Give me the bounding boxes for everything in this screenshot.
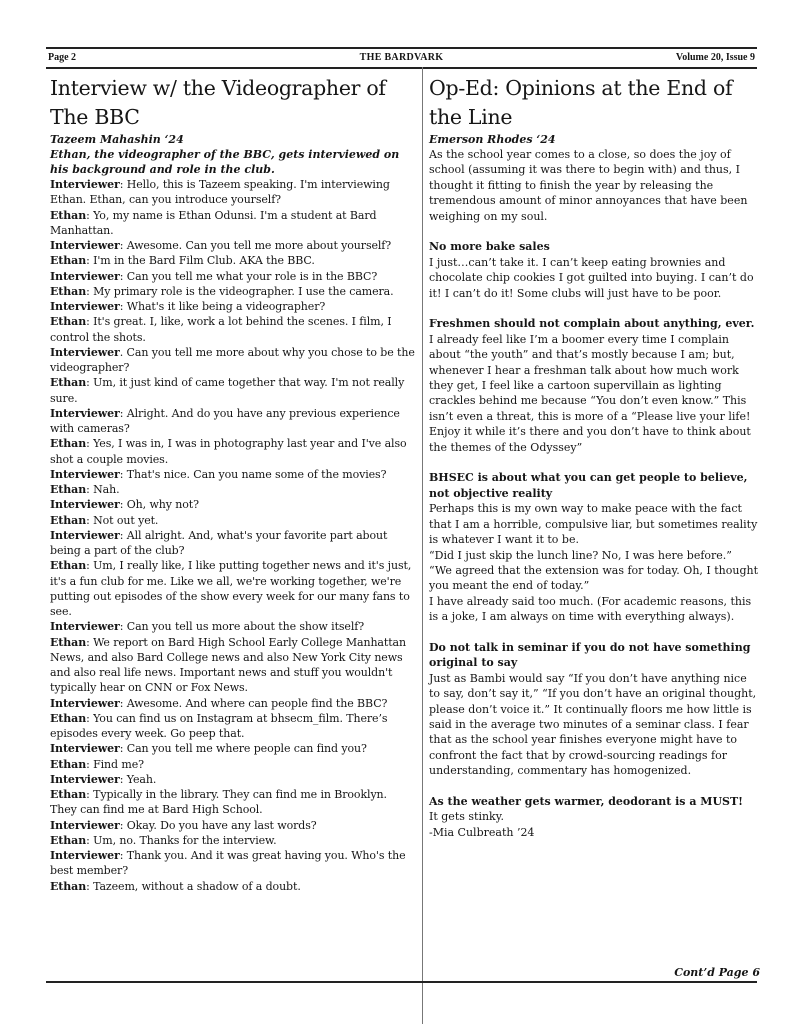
speaker-name: Interviewer xyxy=(50,528,120,542)
transcript-line xyxy=(50,635,416,696)
section-paragraph: I have already said too much. (For academic reasons, this is a joke, I am always on time with everything always). xyxy=(429,594,752,624)
transcript-line xyxy=(50,284,416,299)
speaker-name: Interviewer xyxy=(50,345,120,359)
oped-article xyxy=(429,74,759,856)
speaker-name: Interviewer xyxy=(50,696,120,710)
speaker-text: : Tazeem, without a shadow of a doubt. xyxy=(86,879,301,893)
section-heading: Do not talk in seminar if you do not have something original to say xyxy=(429,640,751,670)
speaker-text: : Alright. And do you have any previous experience with cameras? xyxy=(50,406,400,436)
speaker-name: Interviewer xyxy=(50,406,120,420)
speaker-name: Ethan xyxy=(50,315,87,329)
section-body xyxy=(429,671,759,779)
section-heading: Freshmen should not complain about anything, ever. xyxy=(429,317,755,331)
transcript-line xyxy=(50,528,416,559)
section-body xyxy=(429,255,759,301)
speaker-name: Ethan xyxy=(50,711,87,725)
interview-byline: Tazeem Mahashin ‘24 xyxy=(50,133,184,146)
speaker-text: : Um, it just kind of came together that way. I'm not really sure. xyxy=(50,376,405,405)
transcript-line xyxy=(50,741,416,756)
section-heading: BHSEC is about what you can get people to believe, not objective reality xyxy=(429,471,748,500)
interview-transcript xyxy=(50,177,416,894)
transcript-line xyxy=(50,177,416,208)
transcript-line xyxy=(50,848,416,879)
oped-sections xyxy=(429,239,759,840)
volume-issue: Volume 20, Issue 9 xyxy=(675,52,755,63)
speaker-text: : Thank you. And it was great having you. Who's the best member? xyxy=(50,849,406,878)
section-paragraph: I already feel like I’m a boomer every time I complain about “the youth” and that’s mostly because I am; but, whenever I hear a freshman talk about how much work they get, I feel like a cartoon supervillain as lighting crackles behind me because “You don’t even know.” This isn’t even a threat, this is more of a “Please live your life! Enjoy it while it’s there and you don’t have to think about the themes of the Odyssey” xyxy=(429,332,751,454)
oped-headline: Op-Ed: Opinions at the End of the Line xyxy=(429,76,733,129)
transcript-line xyxy=(50,482,416,497)
section-paragraph: I just…can’t take it. I can’t keep eating brownies and chocolate chip cookies I got guilted into buying. I can’t do it! I can’t do it! Some clubs will just have to be poor. xyxy=(429,255,754,300)
transcript-line xyxy=(50,818,416,833)
speaker-name: Ethan xyxy=(50,284,87,298)
speaker-text: : Um, no. Thanks for the interview. xyxy=(86,833,277,847)
speaker-name: Ethan xyxy=(50,208,87,222)
speaker-text: : My primary role is the videographer. I use the camera. xyxy=(86,284,394,298)
oped-intro: As the school year comes to a close, so does the joy of school (assuming it was there to begin with) and thus, I thought it fitting to finish the year by releasing the tremendous amount of minor annoyances that have been weighing on my soul. xyxy=(429,148,748,223)
speaker-text: : Awesome. And where can people find the BBC? xyxy=(119,696,388,710)
speaker-text: : All alright. And, what's your favorite part about being a part of the club? xyxy=(50,528,388,558)
transcript-line xyxy=(50,375,416,406)
speaker-name: Interviewer xyxy=(50,178,120,192)
speaker-text: : Nah. xyxy=(86,483,120,497)
transcript-line xyxy=(50,467,416,482)
continued-note: Cont’d Page 6 xyxy=(674,966,760,979)
speaker-text: : I'm in the Bard Film Club. AKA the BBC. xyxy=(86,254,315,268)
speaker-text: : You can find us on Instagram at bhsecm_film. There’s episodes every week. Go peep that. xyxy=(50,711,388,741)
interview-deck: Ethan, the videographer of the BBC, gets interviewed on his background and role in the club. xyxy=(50,148,400,177)
interview-headline: Interview w/ the Videographer of The BBC xyxy=(50,76,386,129)
transcript-line xyxy=(50,314,416,345)
speaker-text: : Typically in the library. They can find me in Brooklyn. They can find me at Bard High School. xyxy=(50,788,387,817)
transcript-line xyxy=(50,879,416,894)
speaker-name: Interviewer xyxy=(50,849,120,863)
section-paragraph: “We agreed that the extension was for today. Oh, I thought you meant the end of today.” xyxy=(429,563,758,593)
speaker-name: Ethan xyxy=(50,833,87,847)
speaker-name: Ethan xyxy=(50,757,87,771)
speaker-text: : Awesome. Can you tell me more about yourself? xyxy=(119,239,392,253)
column-divider xyxy=(422,67,423,1024)
transcript-line xyxy=(50,299,416,314)
transcript-line xyxy=(50,558,416,619)
speaker-text: : Um, I really like, I like putting together news and it's just, it's a fun club for me. Like we all, we're working together, we're putting out episodes of the show every week for our many fans to see. xyxy=(50,559,412,619)
section-paragraph: -Mia Culbreath ’24 xyxy=(429,825,535,839)
speaker-name: Ethan xyxy=(50,788,87,802)
speaker-name: Ethan xyxy=(50,879,87,893)
speaker-text: : It's great. I, like, work a lot behind the scenes. I film, I control the shots. xyxy=(50,315,392,344)
speaker-text: : We report on Bard High School Early College Manhattan News, and also Bard College news and also New York City news and also real life news. Important news and stuff you wouldn't typically hear on CNN or Fox News. xyxy=(50,635,406,695)
speaker-name: Ethan xyxy=(50,483,87,497)
speaker-name: Ethan xyxy=(50,254,87,268)
transcript-line xyxy=(50,833,416,848)
speaker-text: : Yo, my name is Ethan Odunsi. I'm a student at Bard Manhattan. xyxy=(50,208,377,237)
transcript-line xyxy=(50,711,416,742)
speaker-text: : Can you tell us more about the show itself? xyxy=(119,620,365,634)
publication-name: THE BARDVARK xyxy=(359,52,444,63)
speaker-name: Ethan xyxy=(50,635,87,649)
transcript-line xyxy=(50,238,416,253)
transcript-line xyxy=(50,497,416,512)
transcript-line xyxy=(50,513,416,528)
speaker-text: : Hello, this is Tazeem speaking. I'm interviewing Ethan. Ethan, can you introduce yourself? xyxy=(50,178,390,207)
speaker-text: . Can you tell me more about why you chose to be the videographer? xyxy=(50,345,415,375)
transcript-line xyxy=(50,436,416,467)
section-body xyxy=(429,501,759,624)
speaker-text: : Can you tell me where people can find you? xyxy=(119,742,367,756)
speaker-text: : What's it like being a videographer? xyxy=(119,300,326,314)
speaker-text: : Find me? xyxy=(86,757,144,771)
masthead xyxy=(46,47,757,69)
transcript-line xyxy=(50,269,416,284)
section-heading: As the weather gets warmer, deodorant is a MUST! xyxy=(429,794,744,808)
speaker-name: Interviewer xyxy=(50,239,120,253)
section-paragraph: Just as Bambi would say “If you don’t have anything nice to say, don’t say it,” “If you don’t have an original thought, please don’t voice it.” It continually floors me how little is said in the average two minutes of a seminar class. I fear that as the school year finishes everyone might have to confront the fact that by crowd-sourcing readings for understanding, commentary has homogenized. xyxy=(429,671,757,778)
transcript-line xyxy=(50,345,416,376)
transcript-line xyxy=(50,757,416,772)
transcript-line xyxy=(50,787,416,818)
speaker-name: Interviewer xyxy=(50,269,120,283)
page-number: Page 2 xyxy=(48,52,77,63)
speaker-text: : That's nice. Can you name some of the movies? xyxy=(119,467,387,481)
interview-article xyxy=(50,74,416,894)
transcript-line xyxy=(50,619,416,634)
transcript-line xyxy=(50,253,416,268)
speaker-text: : Yeah. xyxy=(119,772,157,786)
speaker-name: Interviewer xyxy=(50,742,120,756)
transcript-line xyxy=(50,406,416,437)
section-paragraph: It gets stinky. xyxy=(429,810,504,824)
speaker-text: : Oh, why not? xyxy=(119,498,199,512)
transcript-line xyxy=(50,696,416,711)
section-paragraph: “Did I just skip the lunch line? No, I was here before.” xyxy=(429,548,732,562)
speaker-text: : Can you tell me what your role is in the BBC? xyxy=(119,269,378,283)
bottom-rule xyxy=(46,981,757,983)
section-body xyxy=(429,809,759,840)
section-body xyxy=(429,332,759,455)
section-paragraph: Perhaps this is my own way to make peace with the fact that I am a horrible, compulsive liar, but sometimes reality is whatever I want it to be. xyxy=(429,502,758,547)
section-heading: No more bake sales xyxy=(429,240,550,254)
transcript-line xyxy=(50,208,416,239)
oped-byline: Emerson Rhodes ‘24 xyxy=(429,133,556,146)
speaker-text: : Yes, I was in, I was in photography last year and I've also shot a couple movies. xyxy=(50,437,407,466)
speaker-name: Interviewer xyxy=(50,467,120,481)
speaker-name: Interviewer xyxy=(50,620,120,634)
speaker-name: Ethan xyxy=(50,376,87,390)
speaker-name: Interviewer xyxy=(50,498,120,512)
speaker-name: Ethan xyxy=(50,437,87,451)
speaker-text: : Not out yet. xyxy=(86,513,159,527)
speaker-name: Interviewer xyxy=(50,818,120,832)
speaker-name: Interviewer xyxy=(50,300,120,314)
speaker-name: Ethan xyxy=(50,559,87,573)
speaker-name: Interviewer xyxy=(50,772,120,786)
speaker-name: Ethan xyxy=(50,513,87,527)
speaker-text: : Okay. Do you have any last words? xyxy=(119,818,317,832)
transcript-line xyxy=(50,772,416,787)
